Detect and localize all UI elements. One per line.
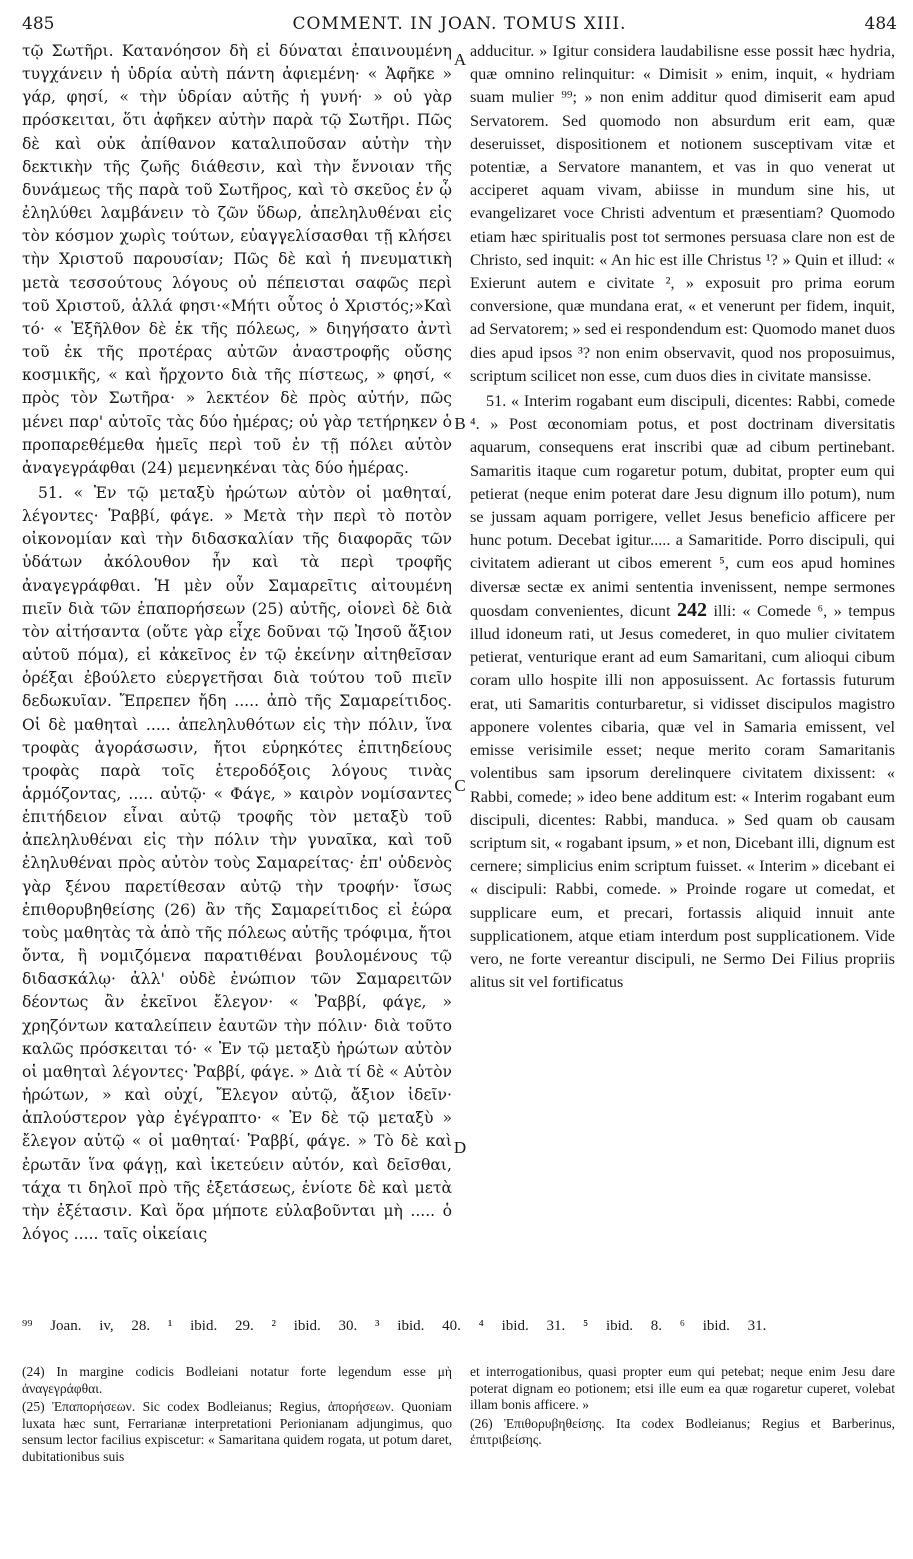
margin-letter-d: D: [453, 1138, 467, 1157]
latin-paragraph-2-part-a: 51. « Interim rogabant eum discipuli, dicentes: Rabbi, comede ⁴. » Post œconomiam potus, et post doctrinam diversitatis aquarum, consequens erat inscribi quæ ad cibum pertinebant. Samaritis itaque cum rogaretur potum, dubitat, propter eum qui petierat (neque enim poterat dare Jesu dignum illo potum), num se jussam aquam porrigere, vellet Jesus beneficio afficere per hunc potum. Decebat igitur..... a Samaritide. Porro discipuli, qui civitatem adierant ut cibos emerent ⁵, cum eos apud homines diversæ sectæ ex animi sententia invenissent, nempe sermones quosdam convenientes, dicunt: [470, 392, 895, 620]
greek-paragraph-1: τῷ Σωτῆρι. Κατανόησον δὴ εἰ δύναται ἐπαινουμένη τυγχάνειν ἡ ὑδρία αὐτὴ πάντη ἀφιεμένη· « Ἀφῆκε » γάρ, φησί, « τὴν ὑδρίαν αὐτῆς ἡ γυνή· » οὐ γὰρ πρόσκειται, ὅτι ἀφῆκεν αὐτὴν παρὰ τῷ Σωτῆρι. Πῶς δὲ καὶ οὐκ ἀπίθανον καταλιποῦσαν αὐτὴν τὴν δεκτικὴν τῆς ζωῆς διάθεσιν, καὶ τὴν ἔννοιαν τῆς δυνάμεως τῆς παρὰ τοῦ Σωτῆρος, καὶ τὸ σκεῦος ἐν ᾧ ἐληλύθει λαμβάνειν τὸ ζῶν ὕδωρ, ἀπεληλυθέναι εἰς τὸν κόσμον χωρὶς τούτων, εὐαγγελίσασθαι τῇ κλήσει τὴν Χριστοῦ παρουσίαν; Πῶς δὲ καὶ ἡ πνευματικὴ μετὰ τεσσούτους λόγους οὐ πέπεισται σαφῶς περὶ τοῦ Χριστοῦ, ἀλλά φησι·«Μήτι οὗτος ὁ Χριστός;»Καὶ τό· « Ἐξῆλθον δὲ ἐκ τῆς πόλεως, » διηγήσατο ἀντὶ τοῦ ἐκ τῆς προτέρας αὐτῶν ἀναστροφῆς οὔσης κοσμικῆς, « καὶ ἤρχοντο διὰ τῆς πίστεως, » φησί, « πρὸς τὸν Σωτῆρα· » λεκτέον δὲ πρὸς αὐτήν, πῶς μένει παρ' αὐτοῖς τὰς δύο ἡμέρας; οὐ γὰρ τετήρηκεν ὁ προπαρεθέμεθα ἡμεῖς περὶ τοῦ ἐν τῇ πόλει αὐτὸν ἀναγεγράφθαι (24) μεμενηκέναι τὰς δύο ἡμέρας.: [22, 42, 452, 477]
margin-letter-b: B: [454, 414, 466, 433]
latin-paragraph-2-part-b: illi: « Comede ⁶, » tempus illud idoneum rati, ut Jesus comederet, in quo mulier civitatem petierat, venturique erant ad eum Samaritani, cum alioqui cibum coram ullo hospite illi non apposuissent. Ac fortassis futurum erat, uti Samaritis conturbaretur, si vidisset discipulos magistro apponere volentes cibaria, quæ vel in Samaria emissent, vel emisse verisimile esset; neque merito coram Samaritanis volentibus sam ipsorum derelinquere civitatem dixissent: « Rabbi, comede; » ideo bene additum est: « Interim rogabant eum discipuli, dicentes: Rabbi, manduca. » Sed quam ob causam scriptum sit, « rogabant ipsum, » et non, Dicebant illi, dignum est cernere; simplicius enim scriptum fuisset. « Interim » dicebant ei « discipuli: Rabbi, comede. » Proinde rogare ut comedat, et supplicare eum, et precari, fortassis aliquid innuit ante supplicationem, atque etiam interdum post supplicationem. Vide vero, ne forte vereantur discipuli, ne Sermo Dei Filius propriis alitus sit vel fortificatus: [470, 601, 895, 992]
footnote-24: (24) In margine codicis Bodleiani notatur forte legendum esse μὴ ἀναγεγράφθαι.: [22, 1364, 452, 1396]
greek-paragraph-2: 51. « Ἐν τῷ μεταξὺ ἠρώτων αὐτὸν οἱ μαθηταί, λέγοντες· Ῥαββί, φάγε. » Μετὰ τὴν περὶ τὸ ποτὸν οἰκονομίαν καὶ τὴν διδασκαλίαν τῆς διαφορᾶς τῶν ὑδάτων ἀκόλουθον ἦν καὶ τὰ περὶ τροφῆς ἀναγεγράφθαι. Ἡ μὲν οὖν Σαμαρεῖτις αἰτουμένη πιεῖν διὰ τῶν ἐπαπορήσεων (25) αὐτῆς, οἱονεὶ δὲ διὰ τὸν αἰτήσαντα (οὔτε γὰρ εἶχε δοῦναι τῷ Ἰησοῦ ἄξιον αὐτοῦ πόμα), εἰ κἀκεῖνος ἐν τῷ ἐκείνην αἰτηθεῖσαν ὀρέξαι ἐβούλετο εὐεργετῆσαι διὰ τούτου τοῦ πιεῖν δεδωκυῖαν. Ἔπρεπεν ἤδη ..... ἀπὸ τῆς Σαμαρείτιδος. Οἱ δὲ μαθηταὶ ..... ἀπεληλυθότων εἰς τὴν πόλιν, ἵνα τροφὰς ἀγοράσωσιν, ἤτοι εὑρηκότες ἐπιτηδείους τροφὰς παρὰ τοῖς ἑτεροδόξοις λόγους τινὰς ἁρμόζοντας, ..... αὐτῷ· « Φάγε, » καιρὸν νομίσαντες ἐπιτήδειον εἶναι αὐτῷ τροφῆς τὸν μεταξὺ τοῦ ἀπεληλυθέναι εἰς τὴν πόλιν τὴν γυναῖκα, καὶ τοῦ ἐληλυθέναι πρὸς αὐτὸν τοὺς Σαμαρείτας· ἐπ' οὐδενὸς γὰρ ξένου παρετίθεσαν αὐτῷ τὴν τροφήν· ἴσως ἐπιθορυβηθείσης (26) ἂν τῆς Σαμαρείτιδος εἰ ἑώρα τοὺς μαθητὰς τὰ ἀπὸ τῆς πόλεως αὐτῆς τρόφιμα, ἤτοι ὄντα, ἢ νομιζόμενα παρατιθέναι βουλομένους τῷ διδασκάλῳ· ἀλλ' οὐδὲ ἐνώπιον τῶν Σαμαρειτῶν δέοντως ἂν ἐκεῖνοι ἔλεγον· « Ῥαββί, φάγε, » χρηζόντων καταλείπειν ἑαυτῶν τὴν πόλιν· διὰ τοῦτο καλῶς πρόσκειται τό· « Ἐν τῷ μεταξὺ ἠρώτων αὐτὸν οἱ μαθηταὶ λέγοντες· Ῥαββί, φάγε. » Διὰ τί δὲ « Αὐτὸν ἠρώτων, » καὶ οὐχί, Ἔλεγον αὐτῷ, ἄξιον ἰδεῖν· ἁπλούστερον γὰρ ἐγέγραπτο· « Ἐν δὲ τῷ μεταξὺ » ἔλεγον αὐτῷ « οἱ μαθηταί· Ῥαββί, φάγε. » Τὸ δὲ καὶ ἐρωτᾶν ἵνα φάγῃ, καὶ ἱκετεύειν αὐτόν, καὶ δεῖσθαι, τάχα τι δηλοῖ πρὸ τῆς ἐξετάσεως, ἐνίοτε δὲ καὶ μετὰ τὴν ἐξέτασιν. Καὶ ὅρα μήποτε εὐλαβοῦνται μὴ ..... ὁ λόγος ..... ταῖς οἰκείαις: [22, 483, 452, 1243]
column-number: 242: [676, 598, 707, 621]
footnotes-right: [470, 1364, 895, 1449]
page-number-right: 484: [864, 14, 897, 34]
page-number-left: 485: [22, 14, 55, 34]
footnotes-left: [22, 1364, 452, 1466]
footnote-25: (25) Ἐπαπορήσεων. Sic codex Bodleianus; Regius, ἀπορήσεων. Quoniam luxata hæc sunt, Ferrarianæ interpretationi Perionianam adjungimus, quo sensum lector facilius expiscetur: « Samaritana quidem rogata, ut potum daret, dubitationibus suis: [22, 1399, 452, 1464]
latin-paragraph-1: adducitur. » Igitur considera laudabilisne esse possit hæc hydria, quæ omnino relinquitur: « Dimisit » enim, inquit, « hydriam suam mulier ⁹⁹; » non enim additur quod dimiserit eam apud Servatorem. Sed quomodo non absurdum erit eam, quæ deseruisset, dispositionem et notionem susceptivam vitæ et potentiæ, a Servatore manantem, et vas in quo venerat ut acciperet aquam vivam, abiisse in mundum sine his, ut evangelizaret voce Christi adventum et præsentiam? Quomodo etiam hæc spiritualis post tot sermones persuasa clare non est de Christo, sed inquit: « An hic est ille Christus ¹? » Quin et illud: « Exierunt autem e civitate ², » exposuit pro prima eorum conversione, quæ mundana erat, « et venerunt per fidem, inquit, ad Servatorem; » sed ei respondendum est: Quomodo manet duos dies apud ipsos ³? non enim observavit, quod nos proposuimus, scriptum scilicet non esse, cum duos dies in civitate mansisse.: [470, 42, 895, 385]
footnote-25-continued: et interrogationibus, quasi propter eum qui petebat; neque enim Jesu dare poterat dignam eo potionem; etsi ille eum ea quæ rogaretur cuperet, volebat illam bonis afficere. »: [470, 1364, 895, 1413]
margin-letter-a: A: [453, 50, 467, 69]
latin-column: [470, 40, 895, 994]
running-header: [22, 14, 897, 38]
latin-paragraph-2: [470, 390, 895, 994]
scripture-references: ⁹⁹ Joan. iv, 28. ¹ ibid. 29. ² ibid. 30. ³ ibid. 40. ⁴ ibid. 31. ⁵ ibid. 8. ⁶ ibid. 31.: [22, 1318, 767, 1334]
margin-letter-c: C: [454, 776, 466, 795]
greek-column: [22, 40, 452, 1246]
running-title: COMMENT. IN JOAN. TOMUS XIII.: [292, 14, 627, 34]
footnote-26: (26) Ἐπιθορυβηθείσης. Ita codex Bodleianus; Regius et Barberinus, ἐπιτριβείσης.: [470, 1415, 895, 1448]
